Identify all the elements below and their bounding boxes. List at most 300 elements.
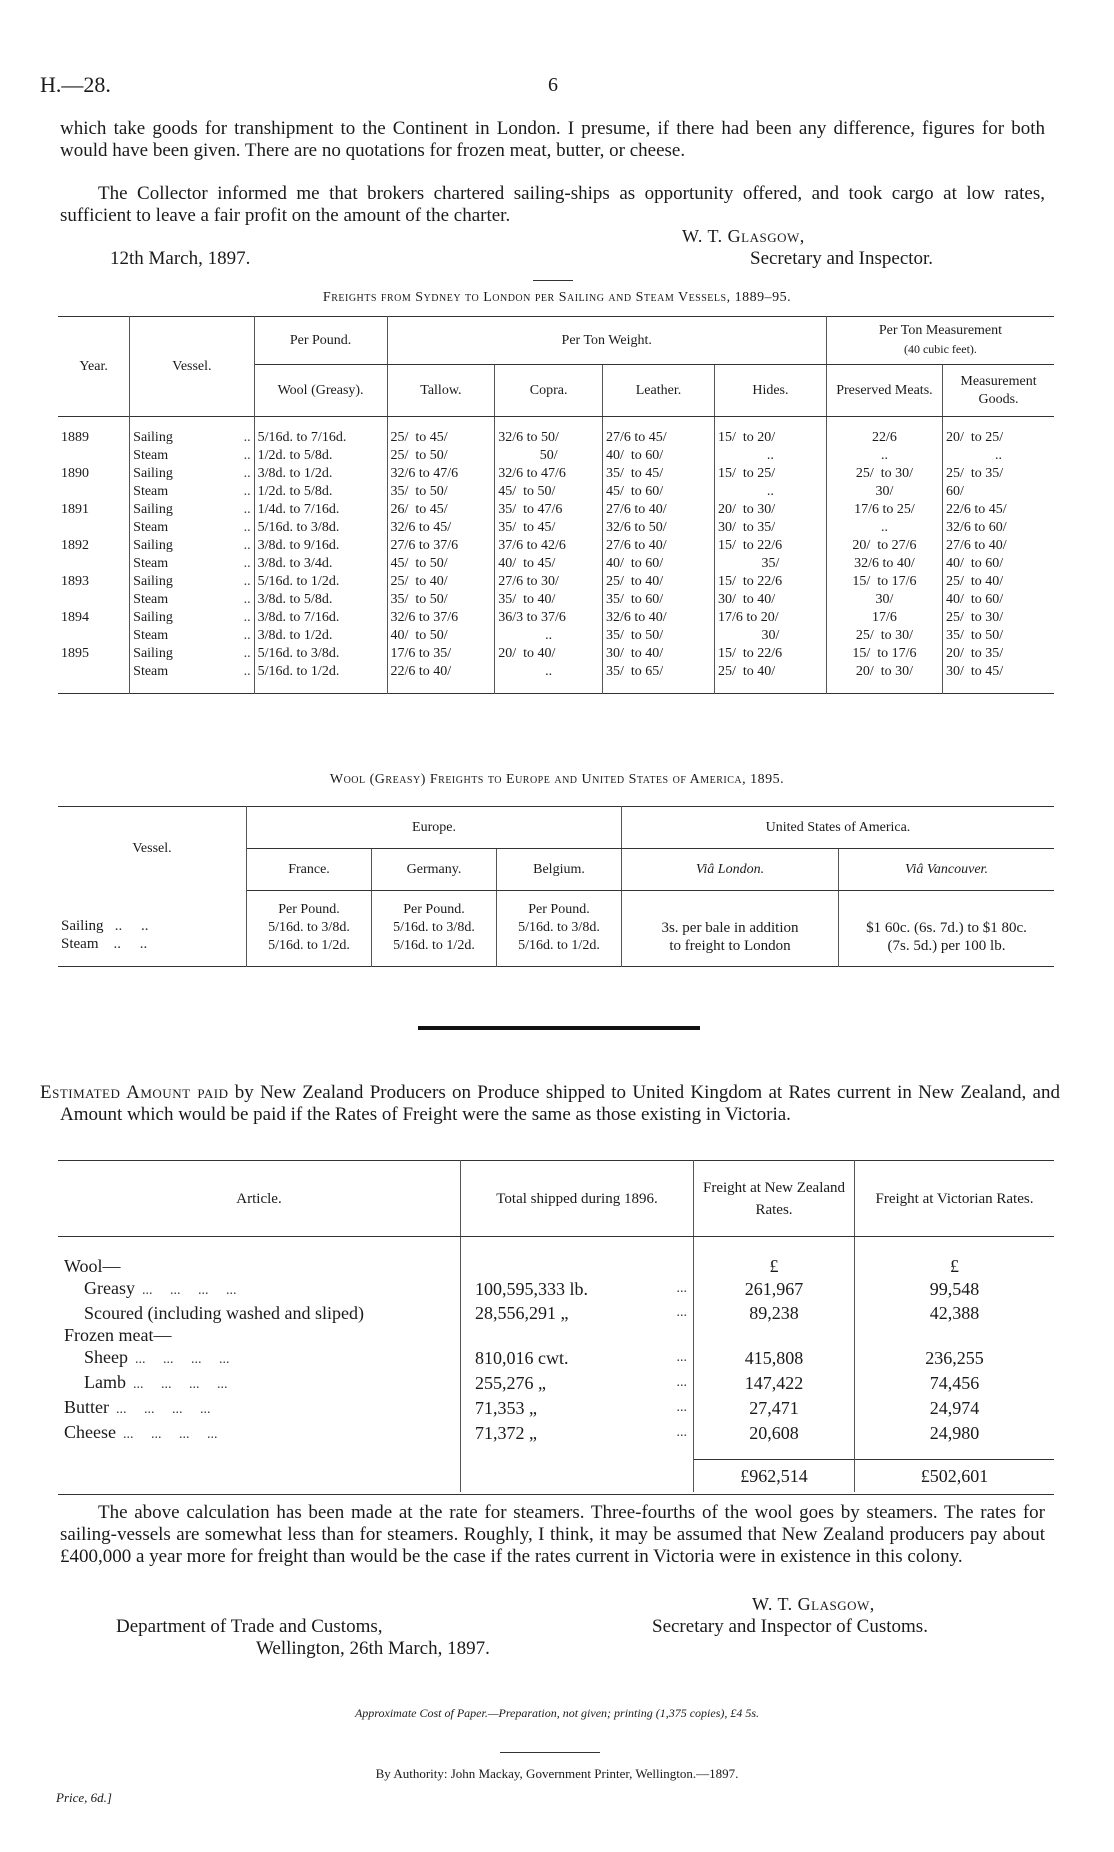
t2-col-via-vancouver: Viâ Vancouver. (839, 849, 1055, 891)
leather-cell: 32/6 to 50/ (603, 519, 715, 537)
copra-cell: 50/ (495, 447, 603, 465)
total-shipped-cell (461, 1277, 694, 1302)
col-preserved-meats: Preserved Meats. (826, 365, 942, 417)
vic-rate-cell: £ (950, 1255, 959, 1276)
leader-dots: .. (243, 664, 251, 679)
copra-cell: 35/ to 40/ (495, 591, 603, 609)
t2-vancouver-line2: (7s. 5d.) per 100 lb. (887, 938, 1006, 954)
tallow-cell: 22/6 to 40/ (387, 663, 495, 693)
table-row (58, 645, 1054, 663)
leader-dots: ... (676, 1304, 687, 1320)
col-per-pound: Per Pound. (254, 317, 387, 365)
year-cell: 1895 (58, 645, 130, 663)
leader-dots: ... ... ... ... (126, 1376, 228, 1392)
article-cell (58, 1371, 461, 1396)
t2-vessels: Sailing .. .. Steam .. .. (58, 891, 247, 967)
vessel-cell (130, 483, 255, 501)
estimate-heading (40, 1082, 1060, 1126)
leader-dots: .. (243, 484, 251, 499)
leader-dots: .. (243, 520, 251, 535)
table-row (58, 591, 1054, 609)
t2-col-france: France. (247, 849, 372, 891)
year-cell: 1892 (58, 537, 130, 555)
price-note: Price, 6d.] (56, 1790, 112, 1805)
tallow-cell: 32/6 to 45/ (387, 519, 495, 537)
leather-cell: 35/ to 50/ (603, 627, 715, 645)
hides-cell: 15/ to 20/ (714, 417, 826, 448)
t2-france-steam: 5/16d. to 1/2d. (268, 938, 350, 953)
total-shipped-value: 71,353 „ (475, 1398, 537, 1418)
total-shipped-cell (461, 1346, 694, 1371)
preserved-cell: 20/ to 30/ (826, 663, 942, 693)
wool-cell: 3/8d. to 1/2d. (254, 465, 387, 483)
cost-note: Approximate Cost of Paper.—Preparation, not given; printing (1,375 copies), £4 5s. (354, 1706, 760, 1720)
vessel-label: Sailing (133, 538, 173, 553)
copra-cell: 35/ to 47/6 (495, 501, 603, 519)
article-label: Lamb (84, 1371, 126, 1392)
copra-cell: 40/ to 45/ (495, 555, 603, 573)
page-number: 6 (548, 74, 558, 96)
hides-cell: 30/ to 35/ (714, 519, 826, 537)
nz-rate-cell (694, 1324, 855, 1346)
leather-cell: 35/ to 60/ (603, 591, 715, 609)
leader-dots: .. (243, 538, 251, 553)
table-row (58, 1371, 1054, 1396)
vessel-label: Steam (133, 628, 169, 643)
leader-dots: ... (676, 1375, 687, 1390)
measurement-cell: 25/ to 40/ (946, 574, 1004, 589)
leather-cell: 35/ to 65/ (603, 663, 715, 693)
vessel-label: Sailing (133, 430, 173, 445)
footer-divider (500, 1752, 600, 1753)
year-cell (58, 447, 130, 465)
vessel-label: Steam (133, 664, 169, 679)
leather-cell: 40/ to 60/ (603, 555, 715, 573)
vessel-label: Steam (133, 556, 169, 571)
year-cell (58, 627, 130, 645)
t3-total-vic: £502,601 (855, 1460, 1055, 1492)
article-label: Wool— (64, 1255, 121, 1276)
table-row (58, 609, 1054, 627)
t2-london-line1: 3s. per bale in addition (661, 920, 799, 936)
leader-dots: .. (243, 502, 251, 517)
t2-col-vessel: Vessel. (58, 807, 247, 891)
tallow-cell: 32/6 to 37/6 (387, 609, 495, 627)
per-ton-measurement-sublabel: (40 cubic feet). (903, 342, 977, 356)
tallow-cell: 25/ to 40/ (387, 573, 495, 591)
year-cell: 1894 (58, 609, 130, 627)
preserved-cell: 32/6 to 40/ (826, 555, 942, 573)
total-shipped-cell (461, 1396, 694, 1421)
copra-cell: 37/6 to 42/6 (495, 537, 603, 555)
leader-dots: ... ... ... ... (128, 1351, 230, 1367)
col-wool: Wool (Greasy). (254, 365, 387, 417)
vic-rate-cell: 236,255 (925, 1348, 984, 1368)
wool-cell: 5/16d. to 7/16d. (254, 417, 387, 448)
vic-rate-cell: 74,456 (929, 1373, 980, 1393)
year-cell (58, 483, 130, 501)
measurement-cell: 20/ to 35/ (946, 646, 1004, 661)
vessel-cell (130, 573, 255, 591)
t3-col-article: Article. (58, 1161, 461, 1237)
article-cell (58, 1396, 461, 1421)
t2-col-germany: Germany. (372, 849, 497, 891)
vessel-label: Steam (133, 448, 169, 463)
table-row (58, 417, 1054, 448)
article-label: Sheep (84, 1346, 128, 1367)
table2-caption: Wool (Greasy) Freights to Europe and United States of America, 1895. (329, 772, 785, 787)
intro-paragraph-1: which take goods for transhipment to the Continent in London. I presume, if there had been any difference, figures for both would have been given. There are no quotations for frozen meat, butter, or cheese. (60, 118, 1045, 161)
article-label: Frozen meat— (64, 1324, 172, 1345)
preserved-cell: 25/ to 30/ (826, 627, 942, 645)
preserved-cell: 17/6 to 25/ (826, 501, 942, 519)
t3-bottom-rule (58, 1494, 1054, 1495)
total-shipped-cell (461, 1255, 694, 1277)
vessel-label: Sailing (133, 574, 173, 589)
leader-dots: ... ... ... ... (134, 1282, 237, 1298)
table-row (58, 1396, 1054, 1421)
vessel-label: Steam (133, 520, 169, 535)
t2-belgium-sailing: 5/16d. to 3/8d. (518, 920, 600, 935)
t2-germany-steam: 5/16d. to 1/2d. (393, 938, 475, 953)
hides-cell: 25/ to 40/ (714, 663, 826, 693)
estimate-table (58, 1160, 1054, 1492)
leader-dots: .. (243, 430, 251, 445)
t2-col-belgium: Belgium. (497, 849, 622, 891)
copra-cell: 27/6 to 30/ (495, 573, 603, 591)
t3-col-vic: Freight at Victorian Rates. (855, 1161, 1055, 1237)
hides-cell: 17/6 to 20/ (714, 609, 826, 627)
measurement-cell: 32/6 to 60/ (946, 520, 1007, 535)
table-row (58, 1302, 1054, 1324)
table-row (58, 447, 1054, 465)
t2-col-europe: Europe. (247, 807, 622, 849)
t2-vancouver-cell (839, 891, 1055, 967)
year-cell: 1890 (58, 465, 130, 483)
vessel-cell (130, 627, 255, 645)
wool-cell: 5/16d. to 1/2d. (254, 663, 387, 693)
total-shipped-cell (461, 1371, 694, 1396)
vessel-cell (130, 447, 255, 465)
leather-cell: 27/6 to 45/ (603, 417, 715, 448)
tallow-cell: 17/6 to 35/ (387, 645, 495, 663)
year-cell: 1889 (58, 417, 130, 448)
preserved-cell: 22/6 (826, 417, 942, 448)
preserved-cell: .. (826, 519, 942, 537)
measurement-cell: 40/ to 60/ (946, 592, 1004, 607)
tallow-cell: 45/ to 50/ (387, 555, 495, 573)
t2-france-cell (247, 891, 372, 967)
vessel-cell (130, 465, 255, 483)
article-cell (58, 1421, 461, 1446)
year-cell (58, 591, 130, 609)
wool-cell: 5/16d. to 3/8d. (254, 519, 387, 537)
copra-cell: 36/3 to 37/6 (495, 609, 603, 627)
article-label: Cheese (64, 1421, 116, 1442)
col-tallow: Tallow. (387, 365, 495, 417)
article-cell (58, 1302, 461, 1324)
t2-col-usa: United States of America. (622, 807, 1055, 849)
vessel-cell (130, 591, 255, 609)
t2-belgium-steam: 5/16d. to 1/2d. (518, 938, 600, 953)
measurement-cell: 35/ to 50/ (946, 628, 1004, 643)
table-row (58, 519, 1054, 537)
measurement-cell: 25/ to 35/ (946, 466, 1004, 481)
authority-line: By Authority: John Mackay, Government Printer, Wellington.—1897. (375, 1766, 739, 1781)
leader-dots: .. (243, 628, 251, 643)
article-label: Scoured (including washed and sliped) (84, 1302, 364, 1323)
nz-rate-cell: 27,471 (694, 1396, 855, 1421)
vessel-cell (130, 645, 255, 663)
wool-cell: 5/16d. to 1/2d. (254, 573, 387, 591)
hides-cell: 15/ to 22/6 (714, 645, 826, 663)
table-row (58, 573, 1054, 591)
leader-dots: ... (676, 1425, 687, 1440)
table-row (58, 537, 1054, 555)
t2-belgium-cell (497, 891, 622, 967)
sydney-freight-table (58, 316, 1054, 694)
leather-cell: 27/6 to 40/ (603, 501, 715, 519)
wool-cell: 1/4d. to 7/16d. (254, 501, 387, 519)
t3-total-nz: £962,514 (694, 1460, 855, 1492)
vessel-cell (130, 609, 255, 627)
vessel-label: Sailing (133, 502, 173, 517)
vessel-label: Sailing (133, 646, 173, 661)
leather-cell: 27/6 to 40/ (603, 537, 715, 555)
hides-cell: 15/ to 22/6 (714, 573, 826, 591)
wool-cell: 3/8d. to 3/4d. (254, 555, 387, 573)
closing-title: Secretary and Inspector of Customs. (652, 1616, 928, 1637)
leather-cell: 32/6 to 40/ (603, 609, 715, 627)
tallow-cell: 26/ to 45/ (387, 501, 495, 519)
leader-dots: .. (243, 592, 251, 607)
closing-place-date: Wellington, 26th March, 1897. (256, 1638, 490, 1659)
intro-date: 12th March, 1897. (110, 248, 251, 269)
t2-vancouver-line1: $1 60c. (6s. 7d.) to $1 80c. (866, 920, 1027, 936)
total-shipped-value: 71,372 „ (475, 1423, 537, 1443)
preserved-cell: 20/ to 27/6 (826, 537, 942, 555)
nz-rate-cell: 89,238 (694, 1302, 855, 1324)
hides-cell: 20/ to 30/ (714, 501, 826, 519)
vessel-cell (130, 417, 255, 448)
tallow-cell: 40/ to 50/ (387, 627, 495, 645)
hides-cell: 15/ to 22/6 (714, 537, 826, 555)
vessel-cell (130, 555, 255, 573)
year-cell: 1891 (58, 501, 130, 519)
wool-freight-table (58, 806, 1054, 967)
leader-dots: .. (243, 574, 251, 589)
wool-cell: 3/8d. to 1/2d. (254, 627, 387, 645)
preserved-cell: 30/ (826, 591, 942, 609)
total-shipped-value: 28,556,291 „ (475, 1302, 569, 1323)
intro-title: Secretary and Inspector. (750, 248, 934, 269)
hides-cell: 30/ to 40/ (714, 591, 826, 609)
tallow-cell: 25/ to 50/ (387, 447, 495, 465)
vessel-label: Steam (133, 592, 169, 607)
leather-cell: 45/ to 60/ (603, 483, 715, 501)
wool-cell: 1/2d. to 5/8d. (254, 483, 387, 501)
col-measurement-goods: Measurement Goods. (943, 365, 1054, 417)
year-cell (58, 663, 130, 693)
table-row (58, 627, 1054, 645)
wool-cell: 3/8d. to 9/16d. (254, 537, 387, 555)
tallow-cell: 25/ to 45/ (387, 417, 495, 448)
year-cell (58, 519, 130, 537)
t3-col-nz: Freight at New Zealand Rates. (694, 1161, 855, 1237)
preserved-cell: .. (826, 447, 942, 465)
document-reference: H.—28. (40, 72, 111, 97)
closing-paragraph: The above calculation has been made at the rate for steamers. Three-fourths of the wool goes by steamers. The rates for sailing-vessels are somewhat less than for steamers. Roughly, I think, it may be assumed that New Zealand producers pay about £400,000 a year more for freight than would be the case if the rates current in Victoria were in existence in this colony. (60, 1502, 1045, 1567)
t2-belgium-per-pound: Per Pound. (528, 902, 590, 917)
leader-dots: .. (243, 466, 251, 481)
closing-signer: W. T. Glasgow, (752, 1594, 875, 1614)
article-label: Greasy (84, 1277, 135, 1298)
vic-rate-cell: 42,388 (929, 1302, 980, 1323)
copra-cell: 45/ to 50/ (495, 483, 603, 501)
copra-cell: .. (495, 627, 603, 645)
leader-dots: ... (676, 1350, 687, 1365)
leader-dots: .. (243, 610, 251, 625)
vic-rate-cell: 99,548 (929, 1279, 980, 1299)
article-label: Butter (64, 1396, 109, 1417)
intro-paragraph-2: The Collector informed me that brokers chartered sailing-ships as opportunity offered, and took cargo at low rates, sufficient to leave a fair profit on the amount of the charter. (60, 183, 1045, 226)
t2-steam: Steam (61, 935, 99, 952)
article-cell (58, 1277, 461, 1302)
year-cell (58, 555, 130, 573)
vessel-cell (130, 663, 255, 693)
copra-cell: 20/ to 40/ (495, 645, 603, 663)
tallow-cell: 32/6 to 47/6 (387, 465, 495, 483)
t3-col-total: Total shipped during 1896. (461, 1161, 694, 1237)
leader-dots: .. (243, 556, 251, 571)
measurement-cell: 27/6 to 40/ (946, 538, 1007, 553)
article-cell (58, 1346, 461, 1371)
leader-dots: ... (676, 1281, 687, 1296)
table-row (58, 1346, 1054, 1371)
leader-dots: .. (243, 646, 251, 661)
vessel-label: Steam (133, 484, 169, 499)
leader-dots: ... ... ... ... (109, 1401, 211, 1417)
col-year: Year. (58, 317, 130, 417)
t2-germany-cell (372, 891, 497, 967)
copra-cell: 35/ to 45/ (495, 519, 603, 537)
article-cell (58, 1255, 461, 1277)
vessel-cell (130, 519, 255, 537)
t2-col-via-london: Viâ London. (622, 849, 839, 891)
leather-cell: 40/ to 60/ (603, 447, 715, 465)
leather-cell: 30/ to 40/ (603, 645, 715, 663)
leather-cell: 25/ to 40/ (603, 573, 715, 591)
hides-cell: 15/ to 25/ (714, 465, 826, 483)
measurement-cell: 22/6 to 45/ (946, 502, 1007, 517)
total-shipped-value: 810,016 cwt. (475, 1348, 569, 1368)
col-copra: Copra. (495, 365, 603, 417)
measurement-cell: 30/ to 45/ (946, 664, 1004, 679)
preserved-cell: 30/ (826, 483, 942, 501)
tallow-cell: 35/ to 50/ (387, 591, 495, 609)
per-ton-measurement-label: Per Ton Measurement (878, 323, 1003, 338)
t3-total-shipped (461, 1460, 694, 1492)
hides-cell: .. (714, 483, 826, 501)
hides-cell: 30/ (714, 627, 826, 645)
vessel-cell (130, 501, 255, 519)
total-shipped-cell (461, 1302, 694, 1324)
vic-rate-cell: 24,974 (929, 1398, 980, 1418)
leader-dots: ... (676, 1400, 687, 1415)
table-row (58, 483, 1054, 501)
short-divider (533, 280, 573, 281)
copra-cell: .. (495, 663, 603, 693)
nz-rate-cell: 20,608 (694, 1421, 855, 1446)
nz-rate-cell: 261,967 (694, 1277, 855, 1302)
tallow-cell: 35/ to 50/ (387, 483, 495, 501)
preserved-cell: 17/6 (826, 609, 942, 627)
wool-cell: 3/8d. to 7/16d. (254, 609, 387, 627)
t2-france-sailing: 5/16d. to 3/8d. (268, 920, 350, 935)
total-shipped-value: 100,595,333 lb. (475, 1279, 589, 1299)
total-shipped-cell (461, 1324, 694, 1346)
t3-total-article (58, 1460, 461, 1492)
t2-germany-per-pound: Per Pound. (403, 902, 465, 917)
copra-cell: 32/6 to 50/ (495, 417, 603, 448)
intro-signer: W. T. Glasgow, (682, 226, 805, 246)
t2-france-per-pound: Per Pound. (278, 902, 340, 917)
col-hides: Hides. (714, 365, 826, 417)
measurement-cell: .. (995, 448, 1002, 463)
preserved-cell: 15/ to 17/6 (826, 573, 942, 591)
copra-cell: 32/6 to 47/6 (495, 465, 603, 483)
table-row (58, 663, 1054, 693)
leader-dots: ... ... ... ... (115, 1426, 218, 1442)
t2-sailing: Sailing (61, 917, 104, 934)
vessel-label: Sailing (133, 610, 173, 625)
table1-caption: Freights from Sydney to London per Sailing and Steam Vessels, 1889–95. (322, 290, 792, 305)
tallow-cell: 27/6 to 37/6 (387, 537, 495, 555)
wool-cell: 5/16d. to 3/8d. (254, 645, 387, 663)
measurement-cell: 25/ to 30/ (946, 610, 1004, 625)
col-per-ton-weight: Per Ton Weight. (387, 317, 826, 365)
table-row (58, 1324, 1054, 1346)
measurement-cell: 20/ to 25/ (946, 430, 1004, 445)
nz-rate-cell: £ (694, 1255, 855, 1277)
table-row (58, 1255, 1054, 1277)
wool-cell: 1/2d. to 5/8d. (254, 447, 387, 465)
table-row (58, 1421, 1054, 1446)
closing-department: Department of Trade and Customs, (116, 1616, 383, 1637)
total-shipped-cell (461, 1421, 694, 1446)
t2-london-line2: to freight to London (669, 938, 791, 954)
table-row (58, 501, 1054, 519)
vic-rate-cell: 24,980 (929, 1423, 980, 1443)
col-vessel: Vessel. (130, 317, 255, 417)
t2-germany-sailing: 5/16d. to 3/8d. (393, 920, 475, 935)
nz-rate-cell: 415,808 (694, 1346, 855, 1371)
preserved-cell: 15/ to 17/6 (826, 645, 942, 663)
leather-cell: 35/ to 45/ (603, 465, 715, 483)
table-row (58, 555, 1054, 573)
col-per-ton-measurement (826, 317, 1054, 365)
measurement-cell: 40/ to 60/ (946, 556, 1004, 571)
preserved-cell: 25/ to 30/ (826, 465, 942, 483)
total-shipped-value: 255,276 „ (475, 1373, 546, 1393)
measurement-cell: 60/ (946, 484, 964, 499)
year-cell: 1893 (58, 573, 130, 591)
vessel-label: Sailing (133, 466, 173, 481)
vessel-cell (130, 537, 255, 555)
article-cell (58, 1324, 461, 1346)
hides-cell: 35/ (714, 555, 826, 573)
hides-cell: .. (714, 447, 826, 465)
